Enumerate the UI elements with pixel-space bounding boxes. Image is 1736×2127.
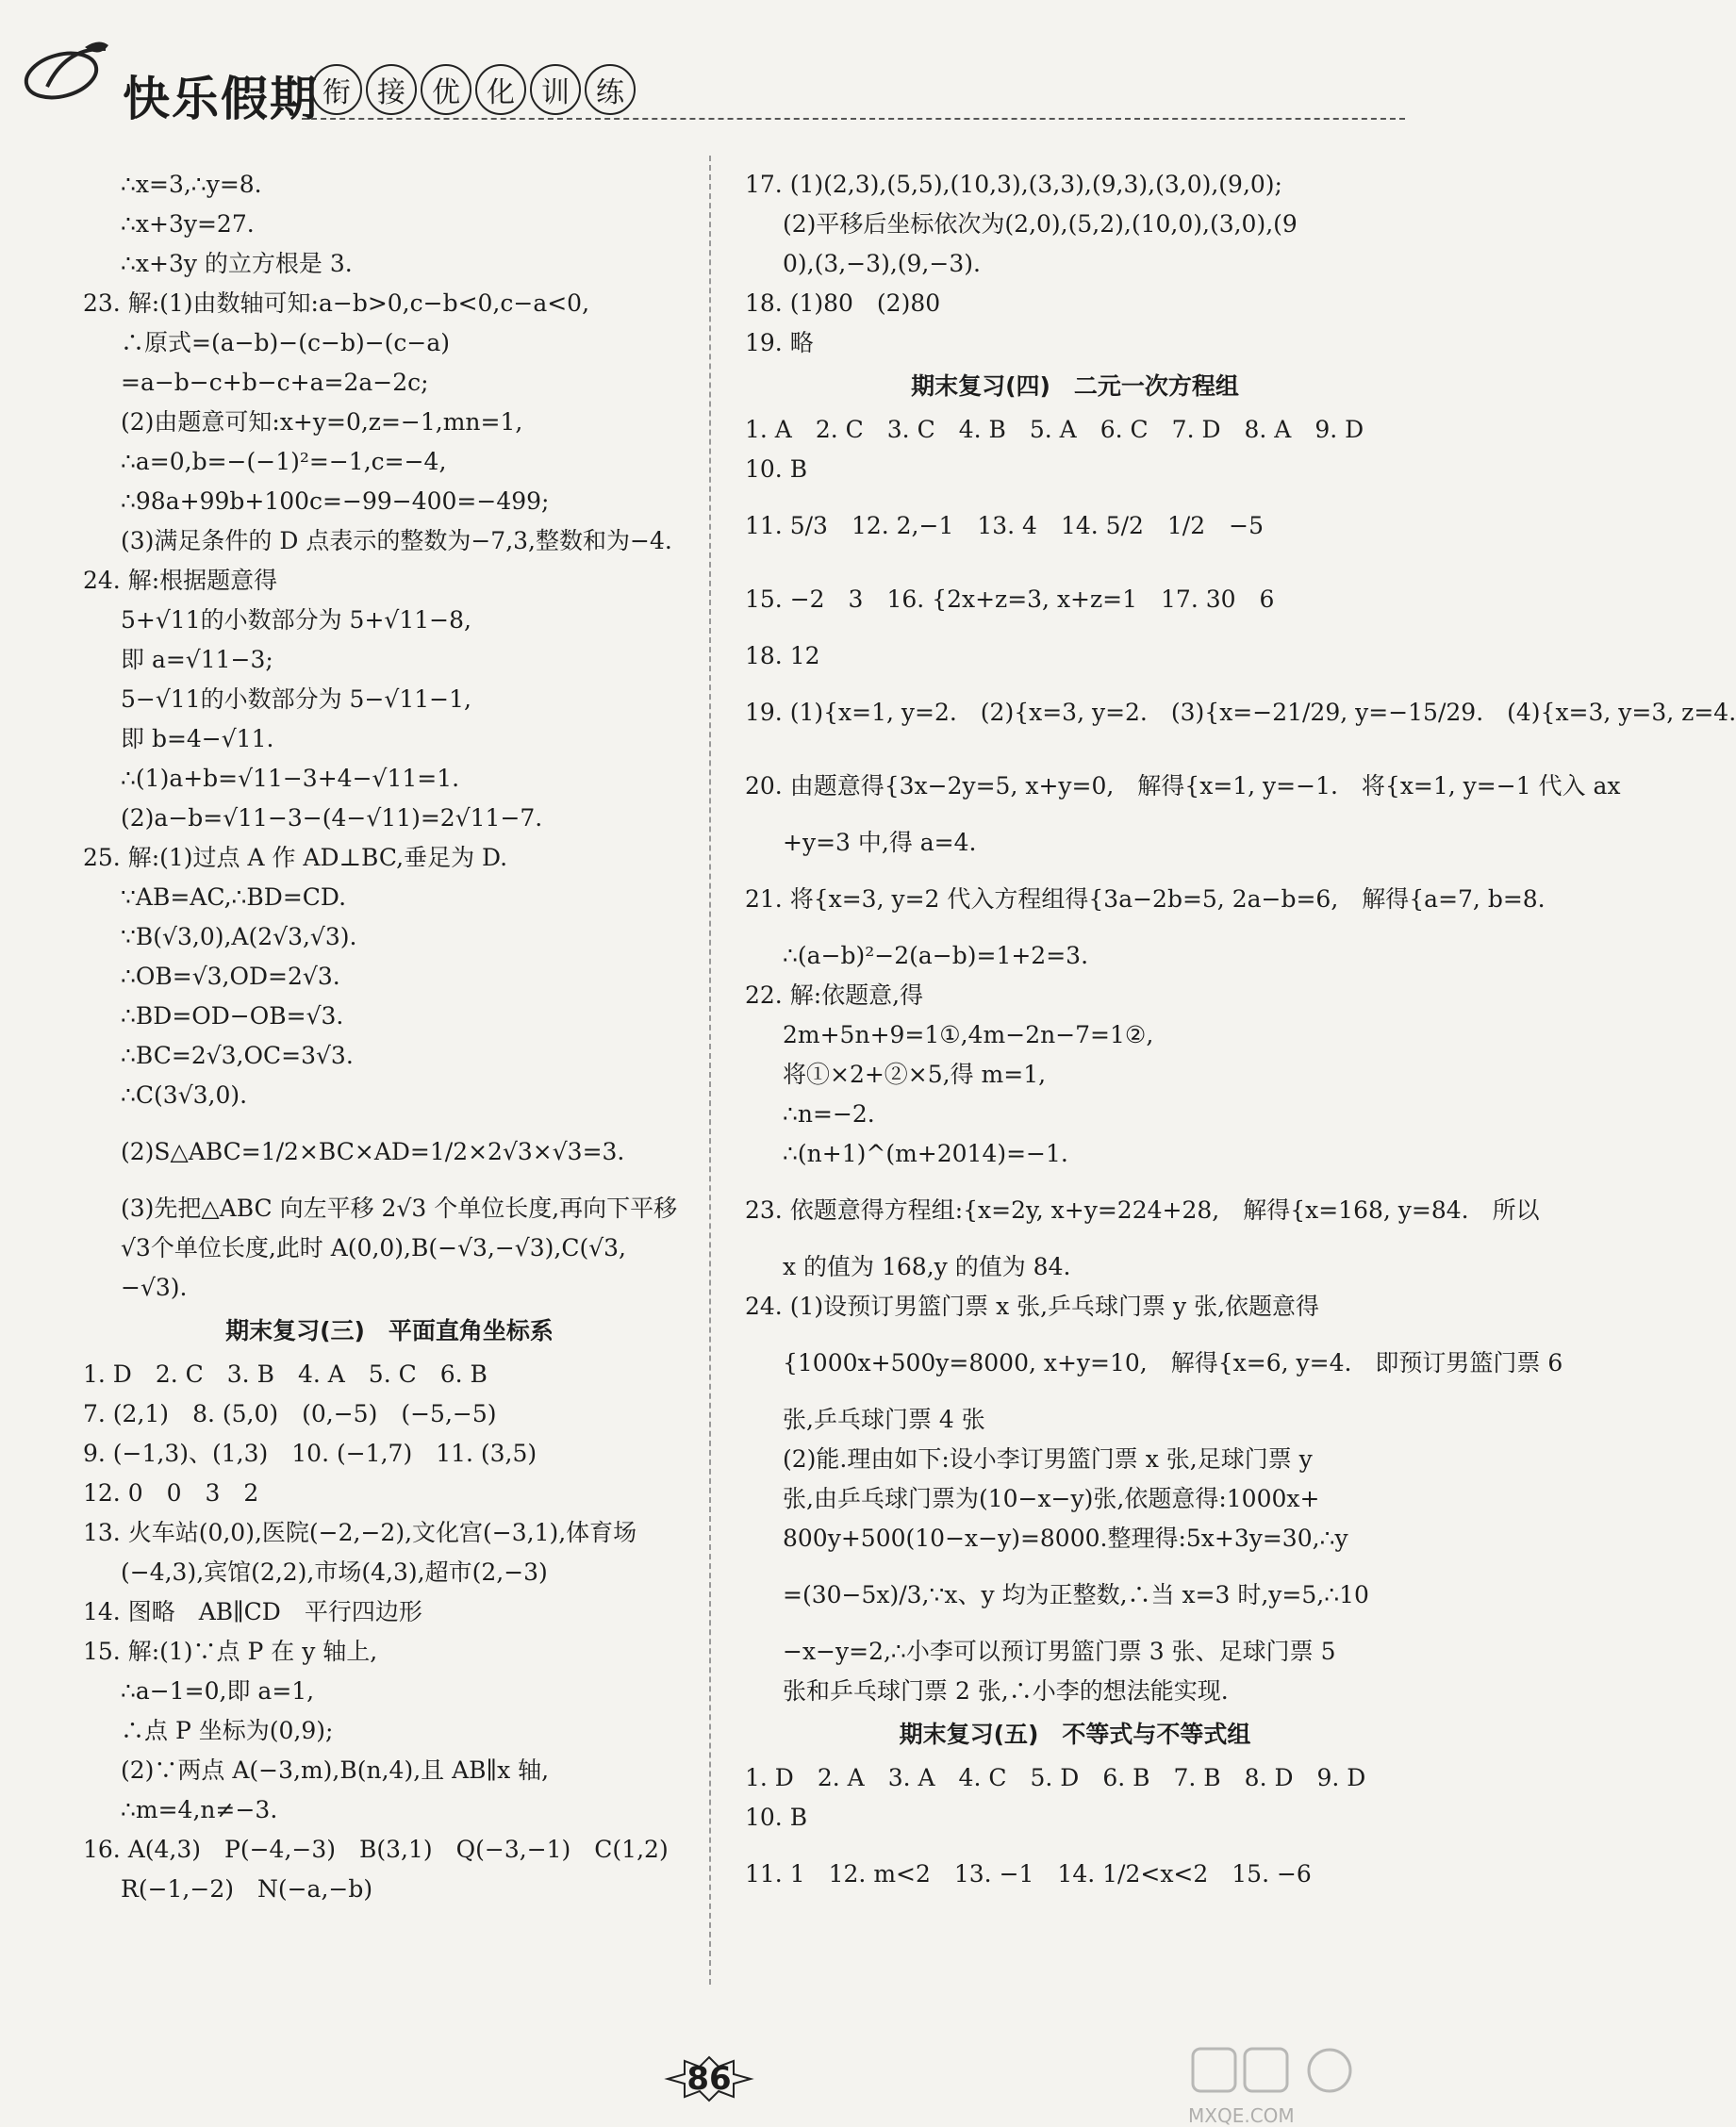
answer-line: 1. A 2. C 3. C 4. B 5. A 6. C 7. D 8. A 9. D <box>745 416 1364 443</box>
header-divider <box>302 118 1405 120</box>
answer-line: (2)S△ABC=1/2×BC×AD=1/2×2√3×√3=3. <box>121 1138 625 1165</box>
answer-line: (2)a−b=√11−3−(4−√11)=2√11−7. <box>121 804 543 832</box>
answer-line: 24. (1)设预订男篮门票 x 张,乒乓球门票 y 张,依题意得 <box>745 1293 1320 1320</box>
answer-line: (2)∵两点 A(−3,m),B(n,4),且 AB∥x 轴, <box>121 1756 550 1784</box>
answer-line: 24. 解:根据题意得 <box>83 567 278 594</box>
answer-line: 18. 12 <box>745 642 820 669</box>
answer-line: 13. 火车站(0,0),医院(−2,−2),文化宫(−3,1),体育场 <box>83 1519 637 1546</box>
answer-line: 0),(3,−3),(9,−3). <box>783 250 981 277</box>
answer-line: ∴BC=2√3,OC=3√3. <box>121 1042 354 1069</box>
answer-line: ∴(n+1)^(m+2014)=−1. <box>783 1140 1068 1167</box>
watermark-logo-icon <box>1188 2044 1377 2101</box>
answer-line: 800y+500(10−x−y)=8000.整理得:5x+3y=30,∴y <box>783 1525 1348 1552</box>
answer-line: ∴x+3y=27. <box>121 210 255 238</box>
answer-line: 即 a=√11−3; <box>121 646 273 673</box>
watermark <box>1188 2044 1377 2127</box>
answer-line: =a−b−c+b−c+a=2a−2c; <box>121 369 429 396</box>
answer-line: 张和乒乓球门票 2 张,∴小李的想法能实现. <box>783 1677 1229 1705</box>
answer-line: ∵AB=AC,∴BD=CD. <box>121 883 347 911</box>
answer-line: 5−√11的小数部分为 5−√11−1, <box>121 685 471 713</box>
subtitle-char: 接 <box>366 64 417 115</box>
page-header <box>19 19 1405 126</box>
answer-line: ∴(1)a+b=√11−3+4−√11=1. <box>121 765 460 792</box>
page-number-badge <box>664 2055 754 2102</box>
answer-line: R(−1,−2) N(−a,−b) <box>121 1875 373 1903</box>
answer-line: 14. 图略 AB∥CD 平行四边形 <box>83 1598 422 1625</box>
answer-line: ∴a=0,b=−(−1)²=−1,c=−4, <box>121 448 447 475</box>
answer-line: 9. (−1,3)、(1,3) 10. (−1,7) 11. (3,5) <box>83 1440 537 1467</box>
answer-line: ∴C(3√3,0). <box>121 1081 248 1109</box>
answer-line: 11. 5/3 12. 2,−1 13. 4 14. 5/2 1/2 −5 <box>745 512 1264 539</box>
answer-line: 11. 1 12. m<2 13. −1 14. 1/2<x<2 15. −6 <box>745 1860 1312 1888</box>
answer-line: 10. B <box>745 1804 808 1831</box>
answer-line: 1. D 2. A 3. A 4. C 5. D 6. B 7. B 8. D 9. D <box>745 1764 1366 1791</box>
answer-line: ∴原式=(a−b)−(c−b)−(c−a) <box>121 329 451 356</box>
right-answer-column <box>745 165 1736 1911</box>
answer-line: ∴OB=√3,OD=2√3. <box>121 963 340 990</box>
answer-line: (2)由题意可知:x+y=0,z=−1,mn=1, <box>121 408 523 436</box>
subtitle-char: 优 <box>421 64 471 115</box>
answer-line: ∴m=4,n≠−3. <box>121 1796 278 1823</box>
answer-line: (3)满足条件的 D 点表示的整数为−7,3,整数和为−4. <box>121 527 672 554</box>
answer-line: ∴x+3y 的立方根是 3. <box>121 250 353 277</box>
answer-line: −x−y=2,∴小李可以预订男篮门票 3 张、足球门票 5 <box>783 1638 1336 1665</box>
answer-line: 张,由乒乓球门票为(10−x−y)张,依题意得:1000x+ <box>783 1485 1320 1512</box>
answer-line: ∴x=3,∴y=8. <box>121 171 262 198</box>
answer-line: 16. A(4,3) P(−4,−3) B(3,1) Q(−3,−1) C(1,2) <box>83 1836 669 1863</box>
answer-line: 将①×2+②×5,得 m=1, <box>783 1061 1047 1088</box>
answer-line: 21. 将{x=3, y=2 代入方程组得{3a−2b=5, 2a−b=6, 解得{a=7, b=8. <box>745 885 1546 913</box>
answer-line: (3)先把△ABC 向左平移 2√3 个单位长度,再向下平移 <box>121 1195 678 1222</box>
subtitle-char: 训 <box>530 64 581 115</box>
answer-line: 25. 解:(1)过点 A 作 AD⊥BC,垂足为 D. <box>83 844 508 871</box>
answer-line: 15. −2 3 16. {2x+z=3, x+z=1 17. 30 6 <box>745 585 1275 613</box>
answer-line: 7. (2,1) 8. (5,0) (0,−5) (−5,−5) <box>83 1400 497 1427</box>
page-number: 86 <box>686 2060 732 2098</box>
answer-line: 23. 依题意得方程组:{x=2y, x+y=224+28, 解得{x=168, y=84. 所以 <box>745 1196 1540 1224</box>
answer-line: (2)平移后坐标依次为(2,0),(5,2),(10,0),(3,0),(9 <box>783 210 1298 238</box>
answer-line: 17. (1)(2,3),(5,5),(10,3),(3,3),(9,3),(3,0),(9,0); <box>745 171 1282 198</box>
subtitle-char: 衔 <box>311 64 362 115</box>
section-title: 期末复习(四) 二元一次方程组 <box>911 372 1239 400</box>
answer-line: 18. (1)80 (2)80 <box>745 289 941 317</box>
answer-line: 1. D 2. C 3. B 4. A 5. C 6. B <box>83 1360 488 1388</box>
answer-line: 19. (1){x=1, y=2. (2){x=3, y=2. (3){x=−21/29, y=−15/29. (4){x=3, y=3, z=4. <box>745 699 1736 726</box>
answer-line: 即 b=4−√11. <box>121 725 274 752</box>
answer-line: ∴BD=OD−OB=√3. <box>121 1002 344 1030</box>
subtitle-char: 化 <box>475 64 526 115</box>
answer-line: −√3). <box>121 1274 188 1301</box>
answer-line: (−4,3),宾馆(2,2),市场(4,3),超市(2,−3) <box>121 1558 548 1586</box>
watermark-text: MXQE.COM <box>1188 2104 1295 2127</box>
left-answer-column <box>83 165 696 1909</box>
answer-line: +y=3 中,得 a=4. <box>783 829 977 856</box>
answer-line: √3个单位长度,此时 A(0,0),B(−√3,−√3),C(√3, <box>121 1234 626 1261</box>
answer-line: 10. B <box>745 455 808 483</box>
answer-line: 22. 解:依题意,得 <box>745 981 924 1009</box>
answer-line: 12. 0 0 3 2 <box>83 1479 259 1507</box>
brand-title: 快乐假期 <box>123 72 319 126</box>
answer-line: ∴98a+99b+100c=−99−400=−499; <box>121 487 550 515</box>
leaf-logo-icon <box>19 38 113 104</box>
answer-line: x 的值为 168,y 的值为 84. <box>783 1253 1071 1280</box>
answer-line: (2)能.理由如下:设小李订男篮门票 x 张,足球门票 y <box>783 1445 1313 1473</box>
section-title: 期末复习(五) 不等式与不等式组 <box>899 1721 1251 1748</box>
answer-line: ∴a−1=0,即 a=1, <box>121 1677 315 1705</box>
answer-line: 20. 由题意得{3x−2y=5, x+y=0, 解得{x=1, y=−1. 将{x=1, y=−1 代入 ax <box>745 772 1621 800</box>
answer-line: ∴(a−b)²−2(a−b)=1+2=3. <box>783 942 1089 969</box>
answer-line: ∴点 P 坐标为(0,9); <box>121 1717 334 1744</box>
section-title: 期末复习(三) 平面直角坐标系 <box>225 1317 554 1344</box>
answer-line: ∵B(√3,0),A(2√3,√3). <box>121 923 357 950</box>
column-divider <box>709 156 711 1985</box>
answer-line: 23. 解:(1)由数轴可知:a−b>0,c−b<0,c−a<0, <box>83 289 590 317</box>
answer-line: 19. 略 <box>745 329 814 356</box>
series-subtitle <box>311 64 636 115</box>
answer-line: 5+√11的小数部分为 5+√11−8, <box>121 606 471 634</box>
answer-line: 2m+5n+9=1①,4m−2n−7=1②, <box>783 1021 1154 1048</box>
answer-line: 15. 解:(1)∵点 P 在 y 轴上, <box>83 1638 378 1665</box>
answer-line: =(30−5x)/3,∵x、y 均为正整数,∴当 x=3 时,y=5,∴10 <box>783 1581 1369 1608</box>
answer-line: 张,乒乓球门票 4 张 <box>783 1406 985 1433</box>
answer-line: {1000x+500y=8000, x+y=10, 解得{x=6, y=4. 即预订男篮门票 6 <box>783 1349 1563 1377</box>
answer-line: ∴n=−2. <box>783 1100 875 1128</box>
subtitle-char: 练 <box>585 64 636 115</box>
